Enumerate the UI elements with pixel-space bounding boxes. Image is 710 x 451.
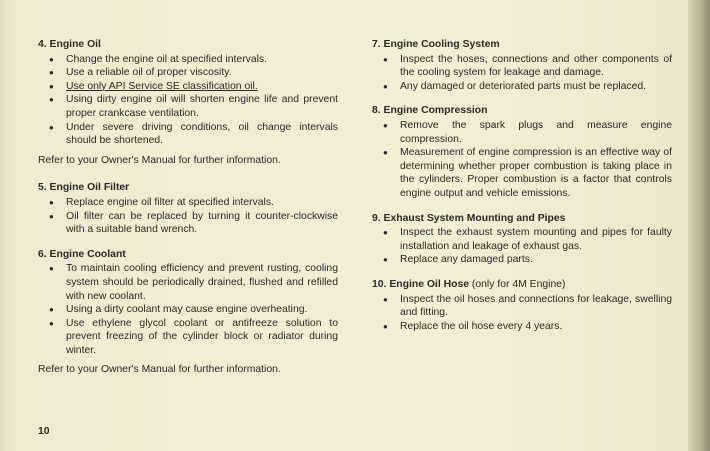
- refer-note: Refer to your Owner's Manual for further information.: [38, 154, 281, 166]
- left-column: [38, 38, 338, 391]
- section-heading: 9. Exhaust System Mounting and Pipes: [372, 212, 566, 224]
- list-item: ● Change the engine oil at specified intervals.: [38, 53, 338, 67]
- section-engine-oil-filter: [38, 181, 338, 236]
- list-item: ● Replace the oil hose every 4 years.: [372, 320, 672, 334]
- list-item: ● To maintain cooling efficiency and prevent rusting, cooling system should be periodically drained, flushed and refilled with new coolant.: [38, 262, 338, 303]
- book-spine: [688, 0, 710, 451]
- section-heading: 8. Engine Compression: [372, 105, 488, 117]
- list-item: ● Measurement of engine compression is an effective way of determining whether proper combustion is taking place in the cylinders. Proper combustion is a factor that controls engine output and vehicle emissions.: [372, 146, 672, 200]
- bullet-list: [38, 53, 338, 148]
- section-engine-cooling-system: [372, 38, 672, 93]
- section-engine-coolant: [38, 248, 338, 377]
- list-item: ● Replace engine oil filter at specified intervals.: [38, 196, 338, 210]
- section-engine-oil: [38, 38, 338, 167]
- list-item: ● Use ethylene glycol coolant or antifreeze solution to prevent freezing of the cylinder block or radiator during winter.: [38, 317, 338, 358]
- bullet-list: [372, 53, 672, 94]
- section-heading: 5. Engine Oil Filter: [38, 182, 130, 194]
- section-heading: 4. Engine Oil: [38, 39, 101, 50]
- list-item: ● Using dirty engine oil will shorten engine life and prevent proper crankcase ventilation.: [38, 93, 338, 120]
- refer-note: Refer to your Owner's Manual for further information.: [38, 364, 281, 376]
- section-heading: 10. Engine Oil Hose (only for 4M Engine): [372, 278, 566, 290]
- right-column: [372, 38, 672, 344]
- list-item: ● Using a dirty coolant may cause engine overheating.: [38, 303, 338, 317]
- bullet-list: [38, 196, 338, 237]
- list-item: ● Under severe driving conditions, oil change intervals should be shortened.: [38, 121, 338, 148]
- list-item: ● Use only API Service SE classification oil.: [38, 80, 338, 94]
- section-exhaust-system: [372, 212, 672, 267]
- list-item: ● Inspect the hoses, connections and other components of the cooling system for leakage and damage.: [372, 53, 672, 80]
- heading-note: (only for 4M Engine): [471, 278, 566, 290]
- list-item: ● Oil filter can be replaced by turning it counter-clockwise with a suitable band wrench.: [38, 210, 338, 237]
- list-item: ● Use a reliable oil of proper viscosity.: [38, 66, 338, 80]
- list-item: ● Inspect the exhaust system mounting and pipes for faulty installation and leakage of exhaust gas.: [372, 226, 672, 253]
- bullet-list: [372, 293, 672, 334]
- bullet-list: [372, 226, 672, 267]
- list-item: ● Replace any damaged parts.: [372, 253, 672, 267]
- section-heading: 6. Engine Coolant: [38, 248, 126, 260]
- list-item: ● Any damaged or deteriorated parts must be replaced.: [372, 80, 672, 94]
- section-engine-compression: [372, 104, 672, 200]
- bullet-list: [372, 119, 672, 201]
- section-heading: 7. Engine Cooling System: [372, 39, 500, 50]
- list-item: ● Inspect the oil hoses and connections for leakage, swelling and fitting.: [372, 293, 672, 320]
- page-number: 10: [38, 426, 50, 437]
- list-item: ● Remove the spark plugs and measure engine compression.: [372, 119, 672, 146]
- section-engine-oil-hose: [372, 278, 672, 333]
- bullet-list: [38, 262, 338, 357]
